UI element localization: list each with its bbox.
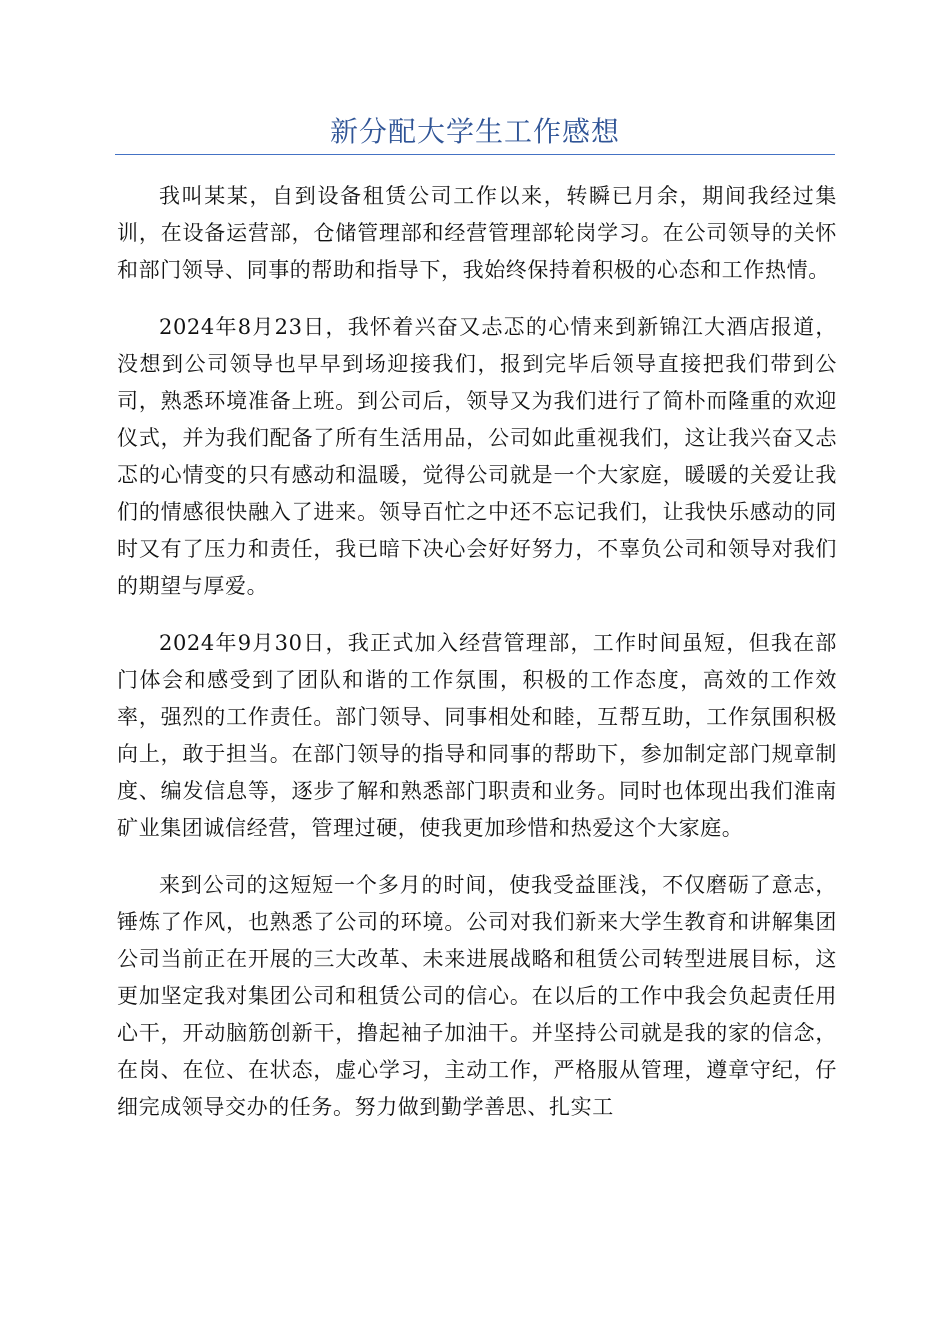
title-underline (115, 154, 835, 155)
document-body (117, 178, 837, 1146)
paragraph-4: 来到公司的这短短一个多月的时间，使我受益匪浅，不仅磨砺了意志，锤炼了作风，也熟悉了公司的环境。公司对我们新来大学生教育和讲解集团公司当前正在开展的三大改革、未来进展战略和租赁公司转型进展目标，这更加坚定我对集团公司和租赁公司的信心。在以后的工作中我会负起责任用心干，开动脑筋创新干，撸起袖子加油干。并坚持公司就是我的家的信念，在岗、在位、在状态，虚心学习，主动工作，严格服从管理，遵章守纪，仔细完成领导交办的任务。努力做到勤学善思、扎实工 (117, 873, 837, 1119)
paragraph-3: 2024年9月30日，我正式加入经营管理部，工作时间虽短，但我在部门体会和感受到了团队和谐的工作氛围，积极的工作态度，高效的工作效率，强烈的工作责任。部门领导、同事相处和睦，互帮互助，工作氛围积极向上，敢于担当。在部门领导的指导和同事的帮助下，参加制定部门规章制度、编发信息等，逐步了解和熟悉部门职责和业务。同时也体现出我们淮南矿业集团诚信经营，管理过硬，使我更加珍惜和热爱这个大家庭。 (117, 631, 837, 840)
paragraph-1: 我叫某某，自到设备租赁公司工作以来，转瞬已月余，期间我经过集训，在设备运营部，仓储管理部和经营管理部轮岗学习。在公司领导的关怀和部门领导、同事的帮助和指导下，我始终保持着积极的心态和工作热情。 (117, 184, 837, 282)
paragraph-2: 2024年8月23日，我怀着兴奋又忐忑的心情来到新锦江大酒店报道，没想到公司领导也早早到场迎接我们，报到完毕后领导直接把我们带到公司，熟悉环境准备上班。到公司后，领导又为我们进行了简朴而隆重的欢迎仪式，并为我们配备了所有生活用品，公司如此重视我们，这让我兴奋又忐忑的心情变的只有感动和温暖，觉得公司就是一个大家庭，暖暖的关爱让我们的情感很快融入了进来。领导百忙之中还不忘记我们，让我快乐感动的同时又有了压力和责任，我已暗下决心会好好努力，不辜负公司和领导对我们的期望与厚爱。 (117, 315, 837, 598)
document-title: 新分配大学生工作感想 (329, 115, 620, 148)
